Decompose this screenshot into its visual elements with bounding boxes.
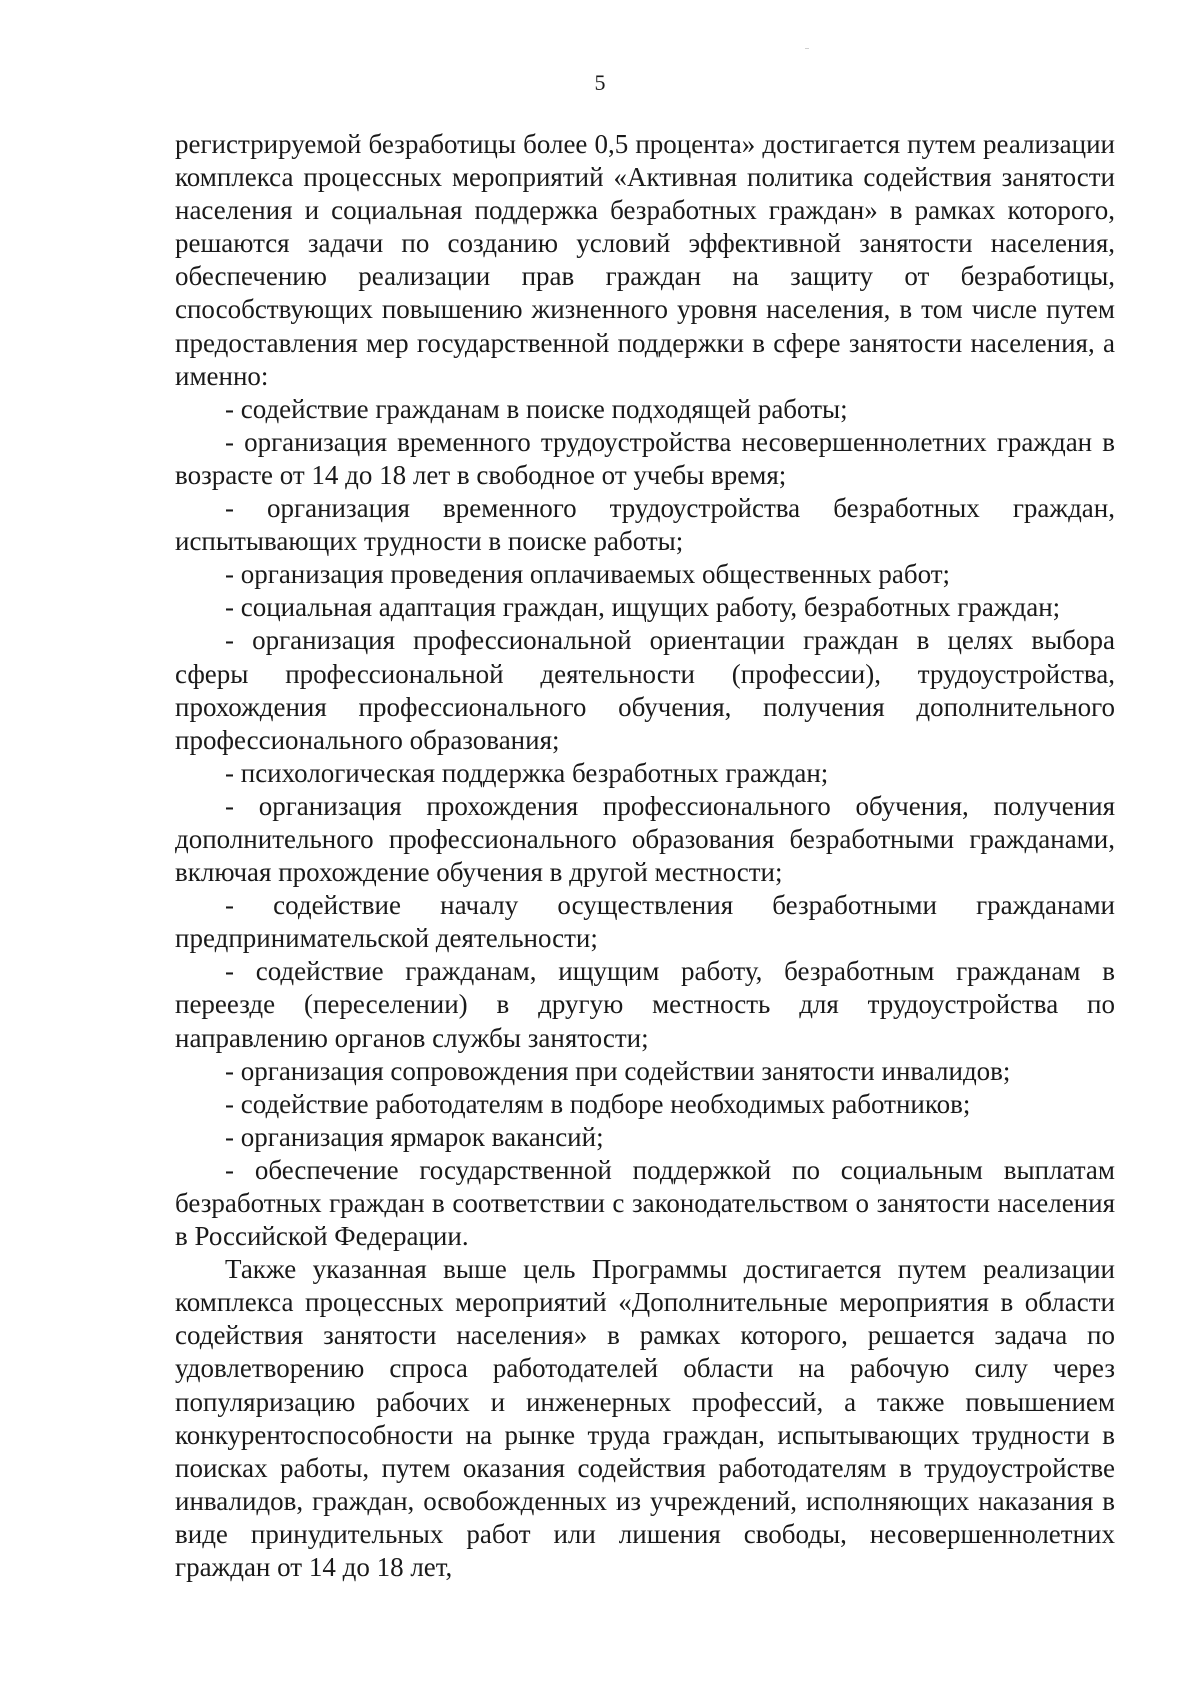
list-item: - организация ярмарок вакансий; [225, 1121, 604, 1152]
list-item: - содействие гражданам, ищущим работу, безработным гражданам в переезде (переселении) в другую местность для трудоустройства по направлению органов службы занятости; [175, 956, 1115, 1053]
list-item: - организация сопровождения при содействии занятости инвалидов; [225, 1055, 1011, 1086]
list-item: - организация временного трудоустройства несовершеннолетних граждан в возрасте от 14 до 18 лет в свободное от учебы время; [175, 426, 1115, 490]
list-item: - психологическая поддержка безработных граждан; [225, 757, 829, 788]
list-item: - организация временного трудоустройства безработных граждан, испытывающих трудности в поиске работы; [175, 493, 1115, 557]
list-item: - организация проведения оплачиваемых общественных работ; [225, 559, 951, 590]
list-item: - содействие началу осуществления безработными гражданами предпринимательской деятельности; [175, 890, 1115, 954]
list-item: - содействие гражданам в поиске подходящей работы; [225, 393, 848, 424]
paragraph-intro: регистрируемой безработицы более 0,5 процента» достигается путем реализации комплекса процессных мероприятий «Активная политика содействия занятости населения и социальная поддержка безработных граждан» в рамках которого, решаются задачи по созданию условий эффективной занятости населения, обеспечению реализации прав граждан на защиту от безработицы, способствующих повышению жизненного уровня населения, в том числе путем предоставления мер государственной поддержки в сфере занятости населения, а именно: [175, 129, 1115, 391]
list-item: - социальная адаптация граждан, ищущих работу, безработных граждан; [225, 592, 1061, 623]
list-item: - организация профессиональной ориентации граждан в целях выбора сферы профессиональной деятельности (профессии), трудоустройства, прохождения профессионального обучения, получения дополнительного профессионального образования; [175, 625, 1115, 755]
document-body [175, 128, 1115, 1584]
list-item: - организация прохождения профессионального обучения, получения дополнительного профессионального образования безработными гражданами, включая прохождение обучения в другой местности; [175, 790, 1115, 888]
list-item: - обеспечение государственной поддержкой по социальным выплатам безработных граждан в соответствии с законодательством о занятости населения в Российской Федерации. [175, 1154, 1115, 1252]
page-number: 5 [594, 70, 606, 95]
list-item: - содействие работодателям в подборе необходимых работников; [225, 1088, 971, 1119]
paragraph-additional-measures: Также указанная выше цель Программы достигается путем реализации комплекса процессных мероприятий «Дополнительные мероприятия в области содействия занятости населения» в рамках которого, решается задача по удовлетворению спроса работодателей области на рабочую силу через популяризацию рабочих и инженерных профессий, а также повышением конкурентоспособности на рынке труда граждан, испытывающих трудности в поисках работы, путем оказания содействия работодателям в трудоустройстве инвалидов, граждан, освобожденных из учреждений, исполняющих наказания в виде принудительных работ или лишения свободы, несовершеннолетних граждан от 14 до 18 лет, [175, 1254, 1115, 1583]
scan-speck [805, 48, 809, 49]
